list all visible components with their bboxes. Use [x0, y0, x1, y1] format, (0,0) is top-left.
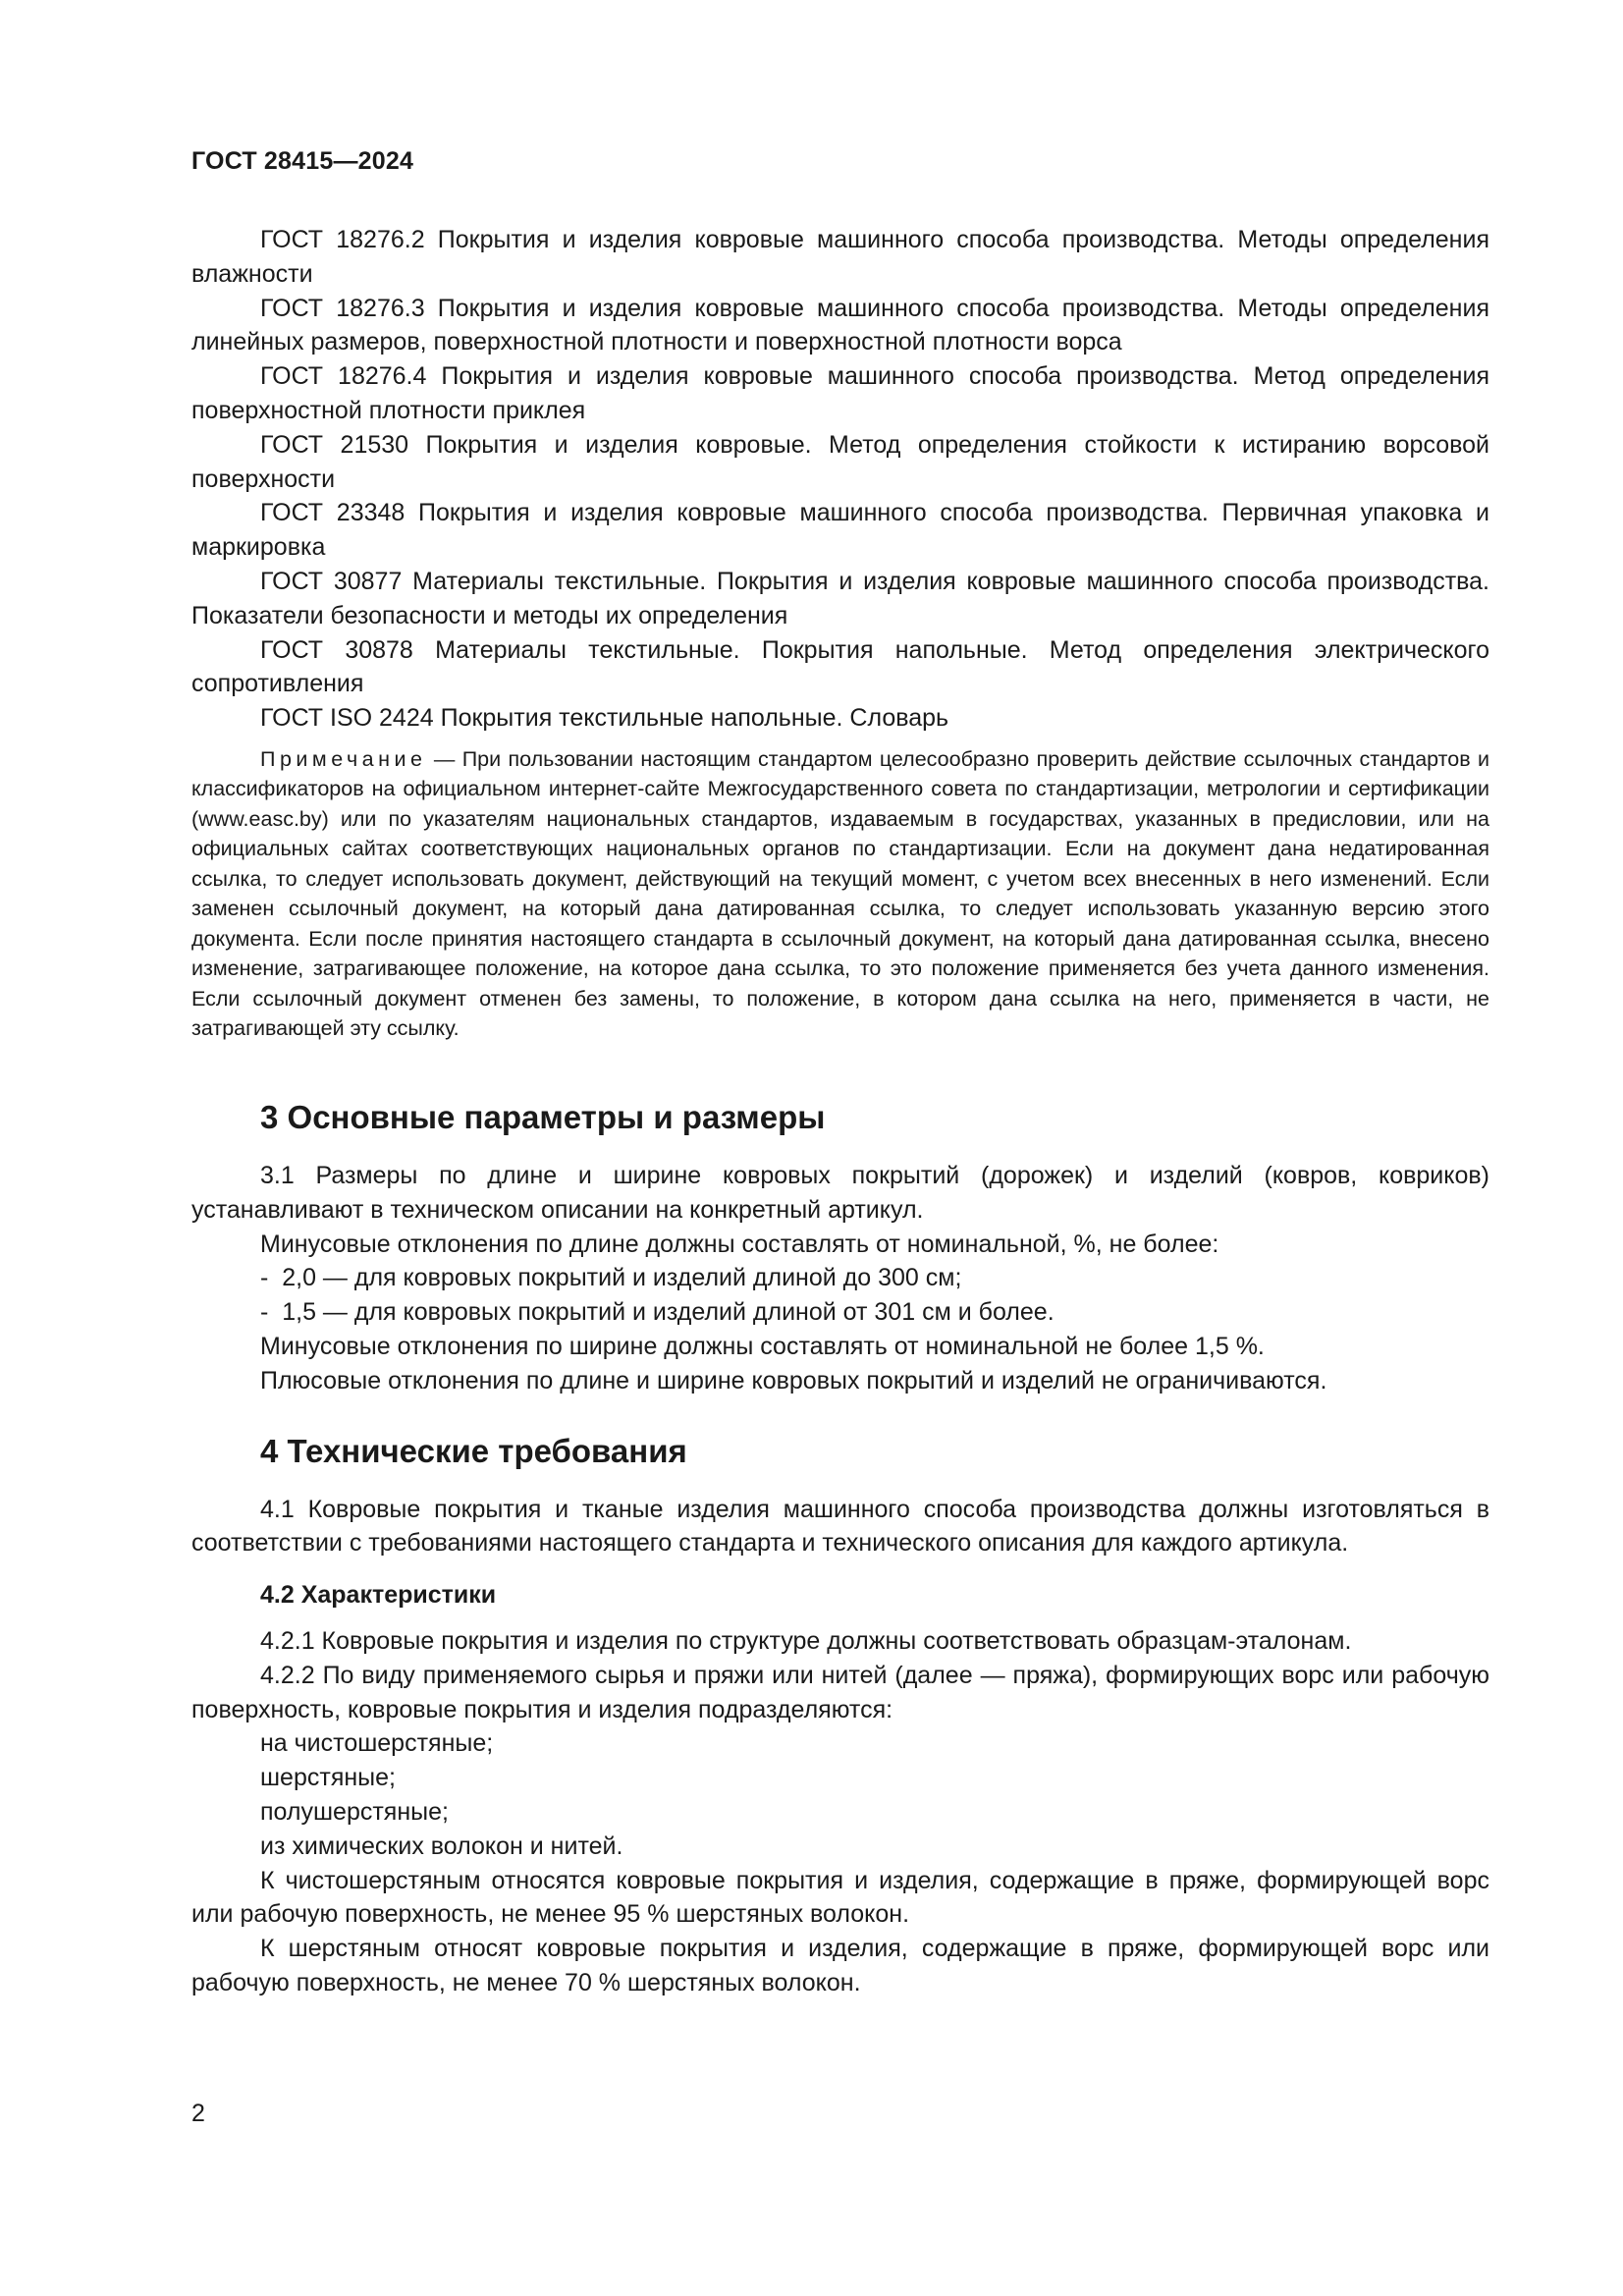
paragraph-length-deviation: Минусовые отклонения по длине должны составлять от номинальной, %, не более: — [260, 1230, 1219, 1258]
page-number: 2 — [191, 2100, 205, 2127]
note-text: — При пользовании настоящим стандартом целесообразно проверить действие ссылочных стандартов и классификаторов на официальном интернет-сайте Межгосударственного совета по стандартизации, метрологии и сертификации (www.easc.by) или по указателям национальных стандартов, издаваемым в государствах, указанных в предисловии, или на официальных сайтах соответствующих национальных органов по стандартизации. Если на документ дана недатированная ссылка, то следует использовать документ, действующий на текущий момент, с учетом всех внесенных в него изменений. Если заменен ссылочный документ, на который дана датированная ссылка, то следует использовать указанную версию этого документа. Если после принятия настоящего стандарта в ссылочный документ, на который дана датированная ссылка, внесено изменение, затрагивающее положение, на которое дана ссылка, то это положение применяется без учета данного изменения. Если ссылочный документ отменен без замены, то положение, в котором дана ссылка на него, применяется в части, не затрагивающей эту ссылку. — [191, 746, 1489, 1041]
reference-item: ГОСТ 23348 Покрытия и изделия ковровые машинного способа производства. Первичная упаковка и маркировка — [191, 499, 1489, 562]
list-item: на чистошерстяные; — [260, 1729, 494, 1758]
section-4-heading: 4 Технические требования — [260, 1432, 687, 1469]
note-label: Примечание — [260, 746, 427, 771]
normative-references-list — [191, 223, 1489, 736]
paragraph-width-deviation: Минусовые отклонения по ширине должны составлять от номинальной не более 1,5 %. — [260, 1332, 1265, 1360]
list-item: шерстяные; — [260, 1764, 396, 1792]
note-paragraph — [191, 744, 1489, 1044]
reference-item: ГОСТ 21530 Покрытия и изделия ковровые. Метод определения стойкости к истиранию ворсовой поверхности — [191, 430, 1489, 493]
reference-item: ГОСТ 18276.2 Покрытия и изделия ковровые машинного способа производства. Методы определения влажности — [191, 226, 1489, 288]
document-header: ГОСТ 28415—2024 — [191, 147, 414, 175]
subsection-4-2-heading: 4.2 Характеристики — [260, 1581, 497, 1610]
reference-item: ГОСТ 18276.3 Покрытия и изделия ковровые машинного способа производства. Методы определения линейных размеров, поверхностной плотности и поверхностной плотности ворса — [191, 294, 1489, 356]
section-3-heading: 3 Основные параметры и размеры — [260, 1098, 826, 1135]
paragraph-4-2-1: 4.2.1 Ковровые покрытия и изделия по структуре должны соответствовать образцам-эталонам. — [260, 1626, 1352, 1655]
paragraph-3-1: 3.1 Размеры по длине и ширине ковровых покрытий (дорожек) и изделий (ковров, ковриков) устанавливают в техническом описании на конкретный артикул. — [191, 1161, 1489, 1224]
reference-item: ГОСТ 18276.4 Покрытия и изделия ковровые машинного способа производства. Метод определения поверхностной плотности приклея — [191, 362, 1489, 424]
reference-item: ГОСТ ISO 2424 Покрытия текстильные напольные. Словарь — [260, 704, 949, 733]
paragraph-wool: К шерстяным относят ковровые покрытия и изделия, содержащие в пряже, формирующей ворс или рабочую поверхность, не менее 70 % шерстяных волокон. — [191, 1935, 1489, 1996]
paragraph-pure-wool: К чистошерстяным относятся ковровые покрытия и изделия, содержащие в пряже, формирующей ворс или рабочую поверхность, не менее 95 % шерстяных волокон. — [191, 1866, 1489, 1929]
list-item: полушерстяные; — [260, 1797, 449, 1826]
list-item: из химических волокон и нитей. — [260, 1831, 623, 1860]
paragraph-4-2-2: 4.2.2 По виду применяемого сырья и пряжи или нитей (далее — пряжа), формирующих ворс или рабочую поверхность, ковровые покрытия и изделия подразделяются: — [191, 1661, 1489, 1723]
paragraph-plus-deviation: Плюсовые отклонения по длине и ширине ковровых покрытий и изделий не ограничиваются. — [260, 1366, 1327, 1394]
reference-item: ГОСТ 30877 Материалы текстильные. Покрытия и изделия ковровые машинного способа производства. Показатели безопасности и методы их определения — [191, 567, 1489, 629]
dash-item: - 1,5 — для ковровых покрытий и изделий длиной от 301 см и более. — [260, 1298, 1055, 1327]
paragraph-4-1: 4.1 Ковровые покрытия и тканые изделия машинного способа производства должны изготовляться в соответствии с требованиями настоящего стандарта и технического описания для каждого артикула. — [191, 1495, 1489, 1558]
reference-item: ГОСТ 30878 Материалы текстильные. Покрытия напольные. Метод определения электрического сопротивления — [191, 635, 1489, 698]
page-content — [191, 223, 1489, 2000]
dash-item: - 2,0 — для ковровых покрытий и изделий длиной до 300 см; — [260, 1264, 962, 1292]
